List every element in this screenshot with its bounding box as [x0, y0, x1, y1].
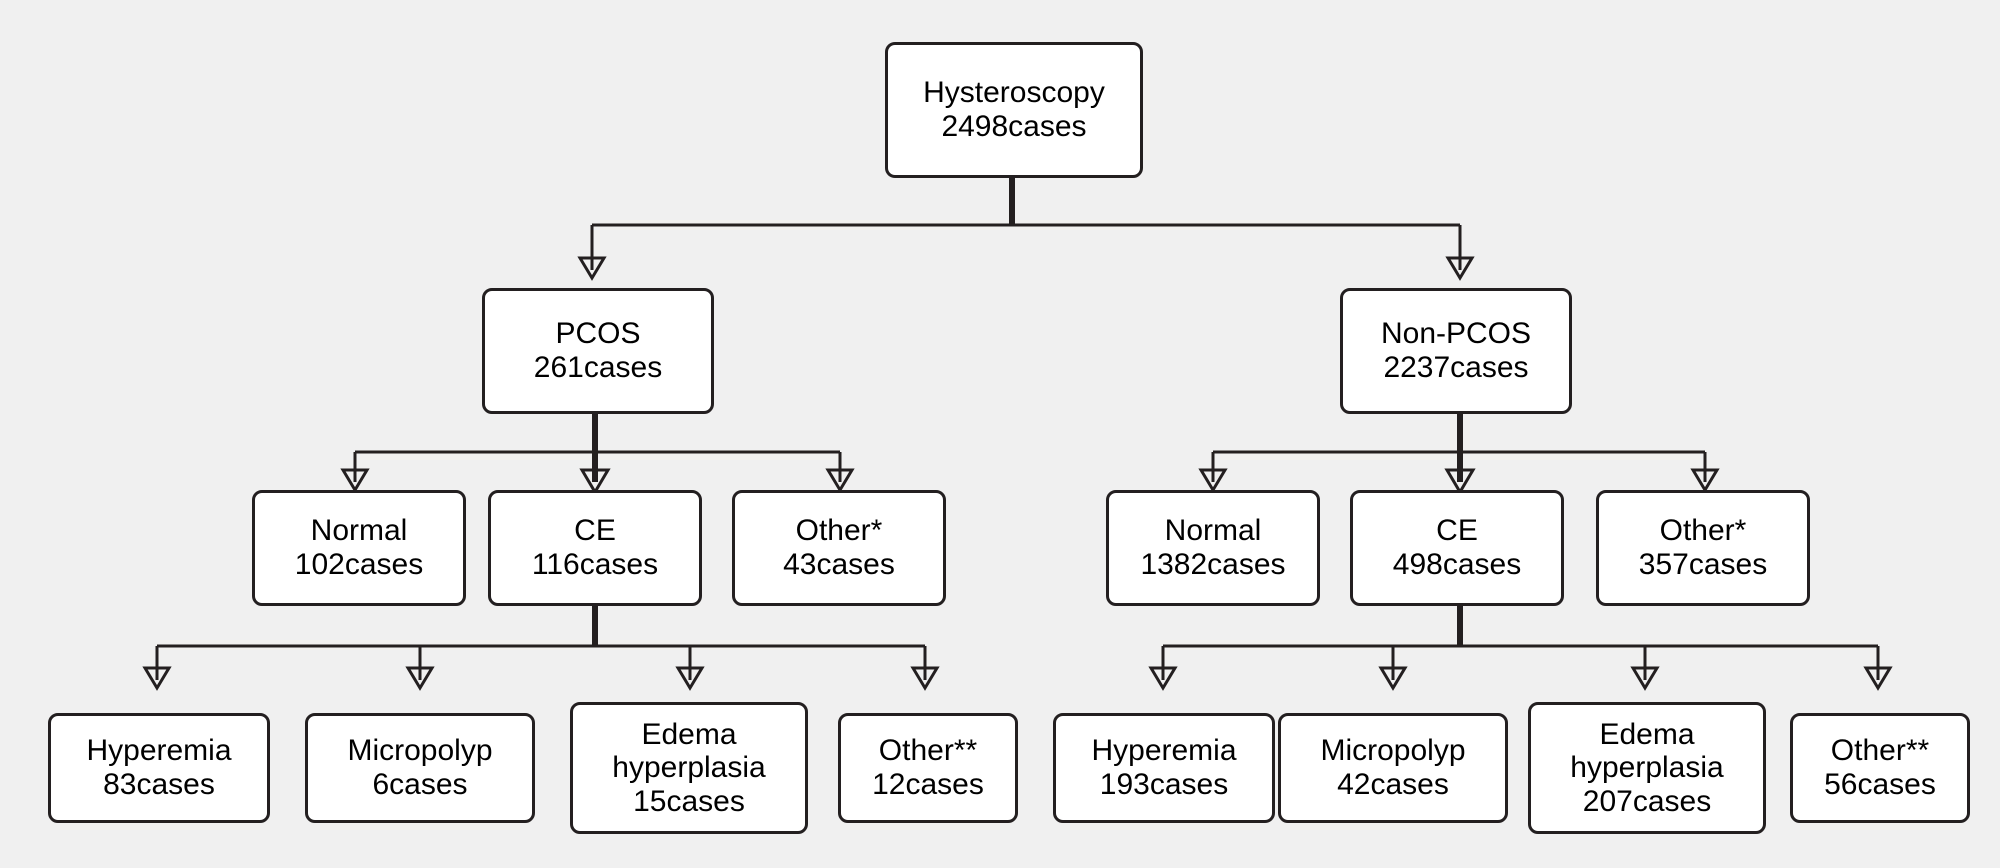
node-non-pcos-hyperemia — [1053, 713, 1275, 823]
node-line-2: 12cases — [872, 768, 984, 801]
node-pcos — [482, 288, 714, 414]
node-pcos-normal — [252, 490, 466, 606]
node-non-pcos — [1340, 288, 1572, 414]
node-non-pcos-other2 — [1790, 713, 1970, 823]
node-line-2: 2237cases — [1383, 351, 1529, 384]
node-line-1: Other* — [795, 514, 883, 548]
node-line-2: hyperplasia — [1570, 751, 1724, 785]
node-line-1: Non-PCOS — [1380, 317, 1532, 351]
node-line-1: Other** — [878, 734, 978, 768]
node-line-1: Micropolyp — [1320, 734, 1466, 768]
node-line-3: 15cases — [633, 784, 745, 818]
node-line-1: Normal — [310, 514, 408, 548]
node-line-3: 207cases — [1582, 784, 1712, 818]
node-line-2: 42cases — [1337, 768, 1449, 801]
node-line-2: 357cases — [1638, 548, 1768, 581]
node-line-1: CE — [1436, 514, 1478, 548]
node-pcos-edema-hyperplasia — [570, 702, 808, 834]
node-line-1: Micropolyp — [347, 734, 493, 768]
node-line-2: 56cases — [1824, 768, 1936, 801]
node-line-1: Edema — [1599, 717, 1695, 751]
node-line-1: Hysteroscopy — [923, 76, 1105, 110]
node-line-2: 83cases — [103, 768, 215, 801]
node-line-2: 2498cases — [941, 110, 1087, 143]
node-pcos-other2 — [838, 713, 1018, 823]
node-line-2: 6cases — [372, 768, 468, 801]
node-line-2: 261cases — [533, 351, 663, 384]
node-line-2: 116cases — [531, 548, 659, 581]
node-line-1: Normal — [1164, 514, 1262, 548]
node-hysteroscopy — [885, 42, 1143, 178]
node-line-2: 43cases — [783, 548, 895, 581]
node-line-1: Hyperemia — [86, 734, 232, 768]
node-pcos-ce — [488, 490, 702, 606]
node-line-1: Other** — [1830, 734, 1930, 768]
node-line-2: 193cases — [1099, 768, 1229, 801]
node-line-2: 498cases — [1392, 548, 1522, 581]
node-line-2: 1382cases — [1140, 548, 1286, 581]
node-line-1: Hyperemia — [1091, 734, 1237, 768]
node-pcos-other — [732, 490, 946, 606]
node-line-2: hyperplasia — [612, 751, 766, 785]
node-line-1: Other* — [1659, 514, 1747, 548]
node-line-1: Edema — [641, 717, 737, 751]
node-non-pcos-normal — [1106, 490, 1320, 606]
node-pcos-micropolyp — [305, 713, 535, 823]
node-non-pcos-ce — [1350, 490, 1564, 606]
node-non-pcos-micropolyp — [1278, 713, 1508, 823]
node-non-pcos-edema-hyperplasia — [1528, 702, 1766, 834]
node-line-1: CE — [574, 514, 616, 548]
node-line-2: 102cases — [294, 548, 424, 581]
node-pcos-hyperemia — [48, 713, 270, 823]
node-line-1: PCOS — [555, 317, 641, 351]
node-non-pcos-other — [1596, 490, 1810, 606]
